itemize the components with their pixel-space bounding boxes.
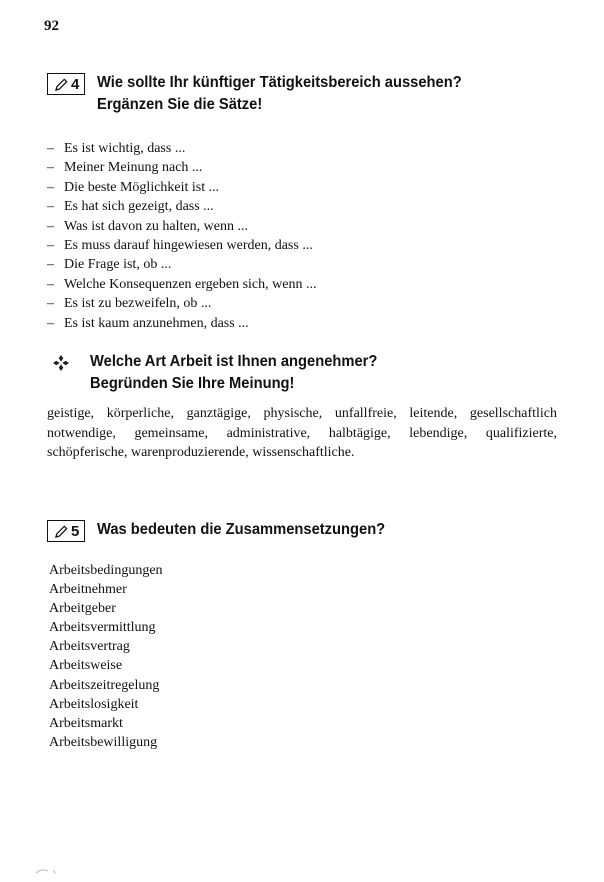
list-item: – Es muss darauf hingewiesen werden, dass ...: [47, 238, 313, 254]
pencil-icon: [54, 524, 69, 539]
list-item: – Es ist kaum anzunehmen, dass ...: [47, 315, 249, 331]
page-number: 92: [44, 18, 59, 34]
list-item: Arbeitsbedingungen: [49, 563, 163, 578]
list-item: Arbeitsvermittlung: [49, 620, 156, 636]
list-item: Arbeitgeber: [49, 601, 116, 617]
list-item: – Welche Konsequenzen ergeben sich, wenn ...: [47, 276, 317, 292]
list-item: – Die Frage ist, ob ...: [47, 257, 172, 273]
list-item: – Es ist wichtig, dass ...: [47, 141, 186, 156]
list-item: – Was ist davon zu halten, wenn ...: [47, 218, 248, 234]
list-item: Arbeitsmarkt: [49, 715, 123, 731]
exercise-4-heading: [47, 72, 494, 116]
list-item: Arbeitnehmer: [49, 582, 127, 598]
exercise-4-number: 4: [71, 75, 80, 93]
discussion-title: [90, 351, 377, 395]
exercise-4-badge: [47, 73, 85, 95]
discussion-title-line1: Welche Art Arbeit ist Ihnen angenehmer?: [90, 353, 378, 370]
list-item: Arbeitszeitregelung: [49, 677, 160, 693]
exercise-5-number: 5: [71, 522, 80, 540]
exercise-4-title-line1: Wie sollte Ihr künftiger Tätigkeitsbereich aussehen?: [97, 74, 463, 91]
discussion-title-line2: Begründen Sie Ihre Meinung!: [90, 375, 295, 392]
list-item: – Es hat sich gezeigt, dass ...: [47, 199, 214, 215]
list-item: – Meiner Meinung nach ...: [47, 160, 203, 176]
list-item: – Es ist zu bezweifeln, ob ...: [47, 296, 212, 312]
list-item: Arbeitsweise: [49, 658, 123, 674]
list-item: Arbeitsbewilligung: [49, 734, 158, 750]
exercise-4-title-line2: Ergänzen Sie die Sätze!: [97, 96, 263, 113]
list-item: – Die beste Möglichkeit ist ...: [47, 179, 220, 195]
exercise-4-title: [97, 72, 462, 116]
adjectives-paragraph: geistige, körperliche, ganztägige, physische, unfallfreie, leitende, gesellschaftlich notwendige, gemeinsame, administrative, halbtägige, lebendige, qualifizierte, schöpferische, warenproduzierende, wissenschaftliche.: [47, 406, 557, 460]
sentence-starters-list: [47, 139, 316, 333]
list-item: Arbeitslosigkeit: [49, 696, 139, 712]
compound-words-list: [49, 561, 163, 752]
pencil-icon: [54, 77, 69, 92]
discussion-heading: [52, 351, 402, 395]
four-diamond-icon: [52, 354, 70, 372]
scan-mark: [34, 862, 64, 876]
exercise-5-heading: [47, 519, 411, 542]
exercise-5-badge: [47, 520, 85, 542]
list-item: Arbeitsvertrag: [49, 639, 130, 655]
exercise-5-title: Was bedeuten die Zusammensetzungen?: [97, 521, 386, 538]
